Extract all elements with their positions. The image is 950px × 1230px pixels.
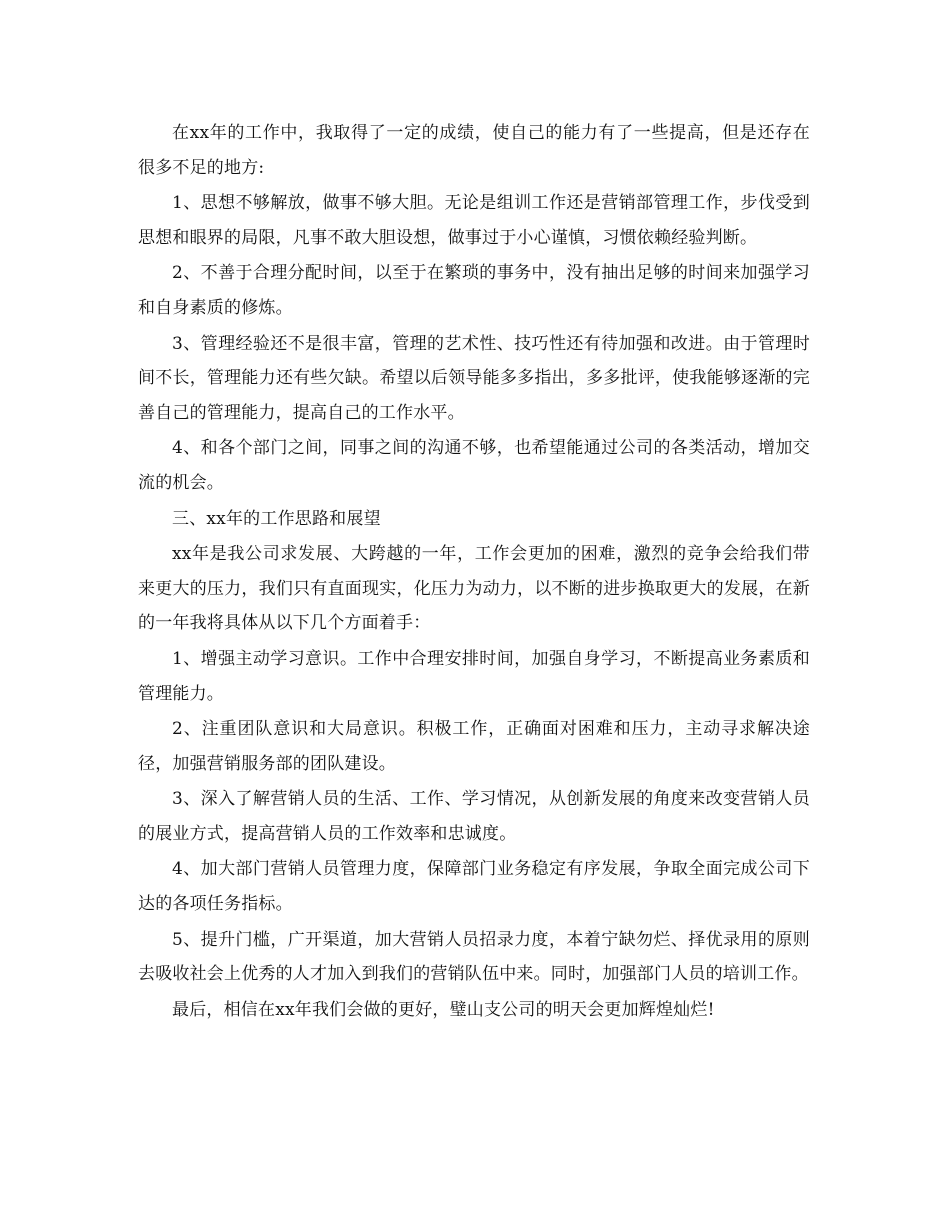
paragraph-plan-3: 3、深入了解营销人员的生活、工作、学习情况，从创新发展的角度来改变营销人员的展业方式，提高营销人员的工作效率和忠诚度。 <box>138 789 810 844</box>
paragraph-plan-1: 1、增强主动学习意识。工作中合理安排时间，加强自身学习，不断提高业务素质和管理能力。 <box>138 648 810 704</box>
paragraph-shortcoming-3: 3、管理经验还不是很丰富，管理的艺术性、技巧性还有待加强和改进。由于管理时间不长，管理能力还有些欠缺。希望以后领导能多多指出，多多批评，使我能够逐渐的完善自己的管理能力，提高自己的工作水平。 <box>138 333 810 423</box>
document-body <box>138 116 810 1028</box>
paragraph-closing: 最后，相信在xx年我们会做的更好，璧山支公司的明天会更加辉煌灿烂! <box>172 999 715 1020</box>
paragraph-plan-2: 2、注重团队意识和大局意识。积极工作，正确面对困难和压力，主动寻求解决途径，加强营销服务部的团队建设。 <box>138 719 810 774</box>
section-heading: 三、xx年的工作思路和展望 <box>172 508 381 529</box>
paragraph-plan-4: 4、加大部门营销人员管理力度，保障部门业务稳定有序发展，争取全面完成公司下达的各项任务指标。 <box>138 859 810 915</box>
paragraph-shortcoming-1: 1、思想不够解放，做事不够大胆。无论是组训工作还是营销部管理工作，步伐受到思想和眼界的局限，凡事不敢大胆设想，做事过于小心谨慎，习惯依赖经验判断。 <box>138 193 810 248</box>
paragraph-shortcoming-2: 2、不善于合理分配时间，以至于在繁琐的事务中，没有抽出足够的时间来加强学习和自身素质的修炼。 <box>138 263 810 318</box>
paragraph-intro: 在xx年的工作中，我取得了一定的成绩，使自己的能力有了一些提高，但是还存在很多不足的地方: <box>138 123 810 178</box>
paragraph-outlook: xx年是我公司求发展、大跨越的一年，工作会更加的困难，激烈的竞争会给我们带来更大的压力，我们只有直面现实，化压力为动力，以不断的进步换取更大的发展，在新的一年我将具体从以下几个方面着手： <box>138 544 810 634</box>
paragraph-shortcoming-4: 4、和各个部门之间，同事之间的沟通不够，也希望能通过公司的各类活动，增加交流的机会。 <box>138 438 810 493</box>
paragraph-plan-5: 5、提升门槛，广开渠道，加大营销人员招录力度，本着宁缺勿烂、择优录用的原则去吸收社会上优秀的人才加入到我们的营销队伍中来。同时，加强部门人员的培训工作。 <box>138 929 810 985</box>
